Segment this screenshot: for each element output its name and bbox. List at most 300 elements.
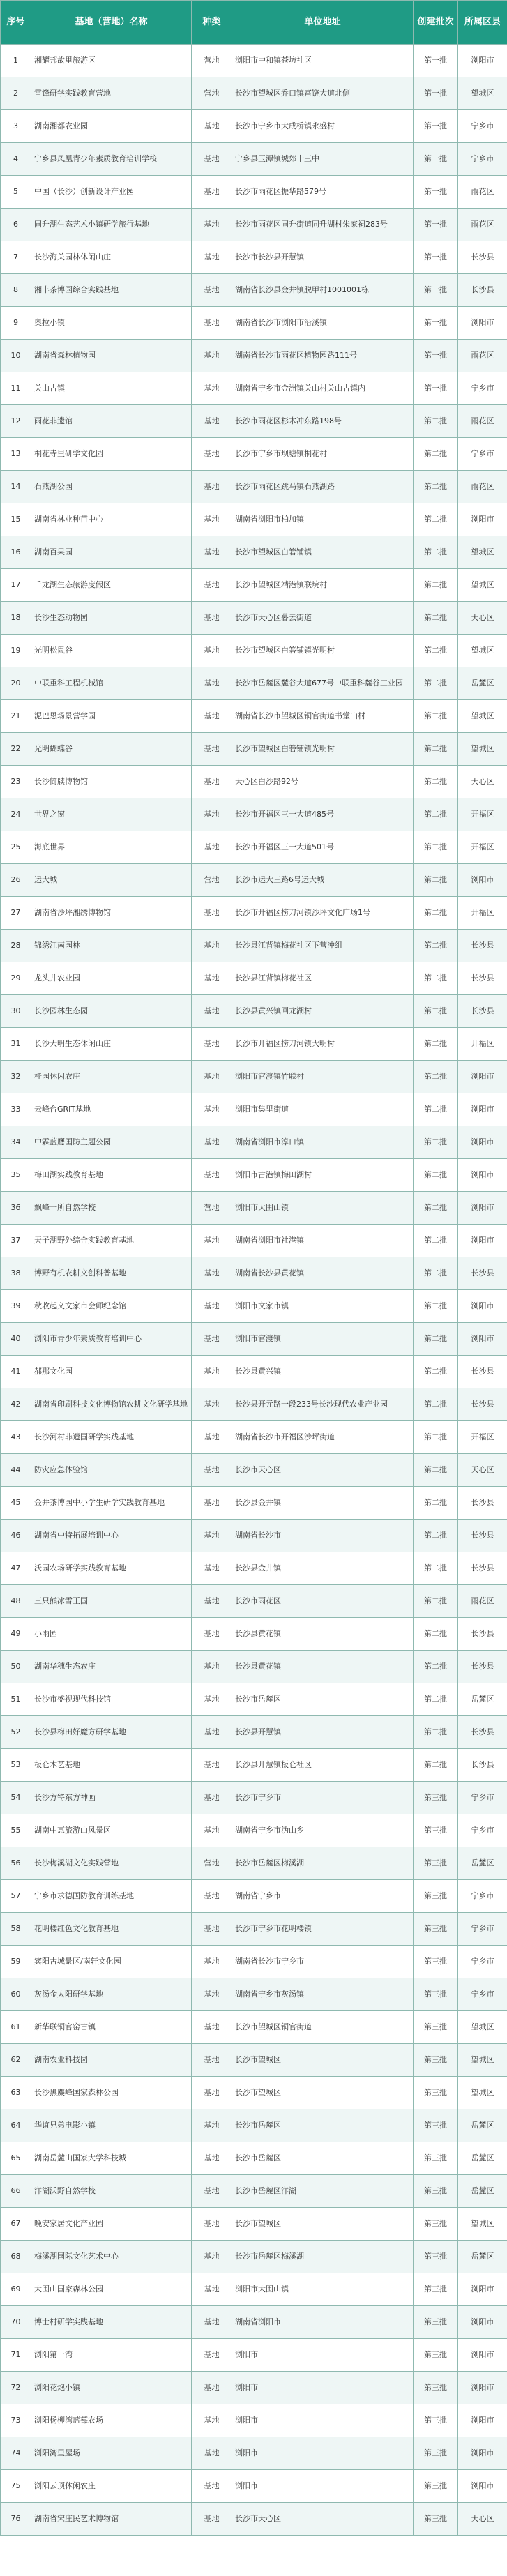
cell-address: 长沙市开福区三一大道501号 <box>232 831 414 864</box>
cell-index: 8 <box>1 274 31 307</box>
cell-name: 飘峰一所自然学校 <box>31 1192 192 1225</box>
cell-address: 浏阳市官渡镇竹联村 <box>232 1061 414 1093</box>
cell-district: 浏阳市 <box>458 1159 507 1192</box>
cell-district: 开福区 <box>458 798 507 831</box>
cell-name: 同升湖生态艺术小镇研学旅行基地 <box>31 209 192 241</box>
cell-type: 基地 <box>192 1388 232 1421</box>
cell-address: 湖南省长沙市 <box>232 1520 414 1552</box>
cell-name: 浏阳杨柳湾蓝莓农场 <box>31 2404 192 2437</box>
cell-district: 浏阳市 <box>458 2404 507 2437</box>
cell-type: 基地 <box>192 1814 232 1847</box>
cell-batch: 第二批 <box>414 1585 458 1618</box>
table-row <box>1 2273 507 2306</box>
cell-type: 基地 <box>192 2437 232 2470</box>
cell-type: 基地 <box>192 438 232 471</box>
table-row <box>1 1487 507 1520</box>
cell-batch: 第一批 <box>414 176 458 209</box>
cell-address: 长沙市岳麓区 <box>232 1683 414 1716</box>
cell-name: 秋收起义文家市会师纪念馆 <box>31 1290 192 1323</box>
cell-address: 浏阳市 <box>232 2339 414 2372</box>
cell-type: 基地 <box>192 2273 232 2306</box>
cell-type: 基地 <box>192 766 232 798</box>
cell-district: 长沙县 <box>458 1356 507 1388</box>
cell-batch: 第二批 <box>414 700 458 733</box>
cell-name: 湖南省中特拓展培训中心 <box>31 1520 192 1552</box>
cell-address: 长沙市望城区乔口镇富饶大道北侧 <box>232 77 414 110</box>
cell-batch: 第三批 <box>414 2503 458 2536</box>
cell-name: 新华联铜官窑古镇 <box>31 2011 192 2044</box>
table-row <box>1 274 507 307</box>
table-row <box>1 1290 507 1323</box>
cell-type: 基地 <box>192 1225 232 1257</box>
cell-batch: 第一批 <box>414 307 458 340</box>
cell-type: 基地 <box>192 372 232 405</box>
cell-address: 长沙县金井镇 <box>232 1552 414 1585</box>
cell-index: 16 <box>1 536 31 569</box>
cell-type: 基地 <box>192 209 232 241</box>
table-header <box>1 1 507 45</box>
cell-batch: 第二批 <box>414 766 458 798</box>
cell-type: 基地 <box>192 536 232 569</box>
cell-address: 浏阳市古港镇梅田湖村 <box>232 1159 414 1192</box>
cell-index: 21 <box>1 700 31 733</box>
table-row <box>1 1585 507 1618</box>
cell-index: 10 <box>1 340 31 372</box>
cell-type: 基地 <box>192 1552 232 1585</box>
cell-type: 基地 <box>192 995 232 1028</box>
cell-address: 长沙市岳麓区梅溪湖 <box>232 2241 414 2273</box>
table-row <box>1 1126 507 1159</box>
cell-index: 20 <box>1 667 31 700</box>
cell-district: 长沙县 <box>458 1257 507 1290</box>
table-row <box>1 2372 507 2404</box>
cell-type: 基地 <box>192 503 232 536</box>
cell-district: 望城区 <box>458 2077 507 2109</box>
cell-address: 长沙市望城区 <box>232 2208 414 2241</box>
cell-name: 金井茶博园中小学生研学实践教育基地 <box>31 1487 192 1520</box>
cell-type: 基地 <box>192 1323 232 1356</box>
cell-district: 开福区 <box>458 897 507 930</box>
cell-address: 长沙市岳麓区 <box>232 2109 414 2142</box>
table-row <box>1 110 507 143</box>
cell-index: 46 <box>1 1520 31 1552</box>
cell-name: 博士村研学实践基地 <box>31 2306 192 2339</box>
cell-address: 长沙市望城区 <box>232 2077 414 2109</box>
cell-batch: 第三批 <box>414 1946 458 1978</box>
cell-name: 运大城 <box>31 864 192 897</box>
cell-batch: 第三批 <box>414 2109 458 2142</box>
cell-district: 雨花区 <box>458 209 507 241</box>
cell-type: 基地 <box>192 798 232 831</box>
table-row <box>1 1552 507 1585</box>
cell-name: 浏阳云顶休闲农庄 <box>31 2470 192 2503</box>
cell-batch: 第二批 <box>414 536 458 569</box>
cell-index: 58 <box>1 1913 31 1946</box>
cell-type: 基地 <box>192 1126 232 1159</box>
cell-address: 长沙县开慧镇 <box>232 1716 414 1749</box>
cell-name: 长沙海关园林休闲山庄 <box>31 241 192 274</box>
cell-index: 76 <box>1 2503 31 2536</box>
cell-name: 长沙大明生态休闲山庄 <box>31 1028 192 1061</box>
cell-name: 长沙县梅田好魔方研学基地 <box>31 1716 192 1749</box>
cell-batch: 第二批 <box>414 733 458 766</box>
cell-name: 长沙园林生态园 <box>31 995 192 1028</box>
cell-type: 基地 <box>192 2372 232 2404</box>
cell-name: 雨花非遗馆 <box>31 405 192 438</box>
cell-address: 湖南省浏阳市柏加镇 <box>232 503 414 536</box>
cell-district: 浏阳市 <box>458 2470 507 2503</box>
cell-name: 湖南省森林植物园 <box>31 340 192 372</box>
cell-district: 长沙县 <box>458 1520 507 1552</box>
cell-name: 光明蝴蝶谷 <box>31 733 192 766</box>
cell-index: 68 <box>1 2241 31 2273</box>
cell-district: 宁乡市 <box>458 372 507 405</box>
cell-index: 6 <box>1 209 31 241</box>
cell-batch: 第二批 <box>414 438 458 471</box>
cell-index: 55 <box>1 1814 31 1847</box>
cell-district: 岳麓区 <box>458 2175 507 2208</box>
cell-index: 23 <box>1 766 31 798</box>
table-row <box>1 1028 507 1061</box>
cell-batch: 第一批 <box>414 77 458 110</box>
cell-address: 长沙市望城区白箬铺镇光明村 <box>232 635 414 667</box>
cell-district: 浏阳市 <box>458 1323 507 1356</box>
cell-index: 26 <box>1 864 31 897</box>
col-header-address: 单位地址 <box>232 1 414 45</box>
table-row <box>1 438 507 471</box>
cell-name: 宁乡市求德国防教育训练基地 <box>31 1880 192 1913</box>
cell-name: 长沙方特东方神画 <box>31 1782 192 1814</box>
cell-batch: 第二批 <box>414 635 458 667</box>
cell-district: 浏阳市 <box>458 1093 507 1126</box>
cell-address: 长沙县江背镇梅花社区下营冲组 <box>232 930 414 962</box>
cell-type: 基地 <box>192 1520 232 1552</box>
cell-address: 湖南省浏阳市 <box>232 2306 414 2339</box>
cell-batch: 第二批 <box>414 798 458 831</box>
cell-batch: 第二批 <box>414 503 458 536</box>
cell-district: 宁乡市 <box>458 1946 507 1978</box>
table-row <box>1 2208 507 2241</box>
cell-type: 基地 <box>192 1716 232 1749</box>
cell-batch: 第三批 <box>414 2437 458 2470</box>
cell-name: 湘丰茶博园综合实践基地 <box>31 274 192 307</box>
cell-type: 基地 <box>192 2077 232 2109</box>
cell-address: 长沙市雨花区杉木冲东路198号 <box>232 405 414 438</box>
cell-name: 洋湖沃野自然学校 <box>31 2175 192 2208</box>
col-header-type: 种类 <box>192 1 232 45</box>
cell-address: 湖南省长沙市宁乡市 <box>232 1946 414 1978</box>
cell-type: 基地 <box>192 1782 232 1814</box>
cell-district: 雨花区 <box>458 471 507 503</box>
cell-type: 基地 <box>192 1585 232 1618</box>
cell-batch: 第二批 <box>414 1257 458 1290</box>
cell-district: 宁乡市 <box>458 1880 507 1913</box>
table-body <box>1 45 507 2536</box>
cell-address: 湖南省浏阳市淳口镇 <box>232 1126 414 1159</box>
cell-batch: 第三批 <box>414 2470 458 2503</box>
cell-batch: 第二批 <box>414 864 458 897</box>
cell-name: 沃园农场研学实践教育基地 <box>31 1552 192 1585</box>
cell-name: 湖南省林业种苗中心 <box>31 503 192 536</box>
cell-district: 长沙县 <box>458 1651 507 1683</box>
table-row <box>1 1978 507 2011</box>
table-row <box>1 798 507 831</box>
cell-name: 湖南百果园 <box>31 536 192 569</box>
cell-district: 望城区 <box>458 733 507 766</box>
cell-batch: 第二批 <box>414 1487 458 1520</box>
cell-district: 长沙县 <box>458 995 507 1028</box>
table-row <box>1 45 507 77</box>
cell-name: 雷锋研学实践教育营地 <box>31 77 192 110</box>
cell-type: 基地 <box>192 2503 232 2536</box>
cell-type: 营地 <box>192 1192 232 1225</box>
table-row <box>1 831 507 864</box>
cell-batch: 第一批 <box>414 110 458 143</box>
cell-index: 32 <box>1 1061 31 1093</box>
cell-type: 基地 <box>192 667 232 700</box>
cell-index: 52 <box>1 1716 31 1749</box>
cell-type: 基地 <box>192 700 232 733</box>
cell-type: 基地 <box>192 340 232 372</box>
cell-name: 龙头井农业园 <box>31 962 192 995</box>
cell-address: 长沙市望城区白箬铺镇光明村 <box>232 733 414 766</box>
cell-name: 光明松鼠谷 <box>31 635 192 667</box>
cell-name: 灰汤金太阳研学基地 <box>31 1978 192 2011</box>
cell-batch: 第三批 <box>414 2339 458 2372</box>
cell-address: 长沙县黄兴镇 <box>232 1356 414 1388</box>
cell-district: 浏阳市 <box>458 1290 507 1323</box>
table-row <box>1 209 507 241</box>
cell-batch: 第二批 <box>414 930 458 962</box>
cell-address: 浏阳市大围山镇 <box>232 2273 414 2306</box>
cell-index: 67 <box>1 2208 31 2241</box>
cell-address: 浏阳市大围山镇 <box>232 1192 414 1225</box>
table-row <box>1 2109 507 2142</box>
cell-district: 长沙县 <box>458 1618 507 1651</box>
table-row <box>1 2404 507 2437</box>
cell-index: 12 <box>1 405 31 438</box>
cell-district: 宁乡市 <box>458 1978 507 2011</box>
cell-batch: 第一批 <box>414 143 458 176</box>
table-row <box>1 2241 507 2273</box>
cell-index: 71 <box>1 2339 31 2372</box>
cell-batch: 第三批 <box>414 1782 458 1814</box>
cell-type: 基地 <box>192 2404 232 2437</box>
table-row <box>1 1913 507 1946</box>
cell-batch: 第一批 <box>414 340 458 372</box>
cell-index: 13 <box>1 438 31 471</box>
cell-district: 宁乡市 <box>458 110 507 143</box>
cell-name: 湘耀邦故里旅游区 <box>31 45 192 77</box>
cell-type: 基地 <box>192 2109 232 2142</box>
cell-batch: 第三批 <box>414 2011 458 2044</box>
cell-name: 关山古镇 <box>31 372 192 405</box>
cell-batch: 第三批 <box>414 1913 458 1946</box>
table-row <box>1 1388 507 1421</box>
cell-batch: 第三批 <box>414 2273 458 2306</box>
cell-type: 基地 <box>192 1159 232 1192</box>
cell-address: 浏阳市 <box>232 2372 414 2404</box>
cell-district: 长沙县 <box>458 1716 507 1749</box>
table-row <box>1 766 507 798</box>
cell-index: 61 <box>1 2011 31 2044</box>
cell-batch: 第二批 <box>414 1159 458 1192</box>
header-row <box>1 1 507 45</box>
cell-index: 66 <box>1 2175 31 2208</box>
table-row <box>1 1880 507 1913</box>
table-row <box>1 2470 507 2503</box>
cell-type: 基地 <box>192 1290 232 1323</box>
cell-district: 雨花区 <box>458 176 507 209</box>
cell-address: 长沙市雨花区 <box>232 1585 414 1618</box>
cell-district: 宁乡市 <box>458 1782 507 1814</box>
cell-type: 基地 <box>192 569 232 602</box>
cell-district: 浏阳市 <box>458 307 507 340</box>
cell-district: 长沙县 <box>458 1487 507 1520</box>
cell-district: 岳麓区 <box>458 667 507 700</box>
cell-address: 长沙县黄花镇 <box>232 1651 414 1683</box>
cell-name: 浏阳市青少年素质教育培训中心 <box>31 1323 192 1356</box>
cell-type: 基地 <box>192 2175 232 2208</box>
cell-index: 35 <box>1 1159 31 1192</box>
cell-index: 17 <box>1 569 31 602</box>
table-row <box>1 1651 507 1683</box>
cell-batch: 第二批 <box>414 1388 458 1421</box>
cell-name: 浏阳湾里屋场 <box>31 2437 192 2470</box>
cell-name: 中霖蓝鹰国防主题公园 <box>31 1126 192 1159</box>
cell-index: 36 <box>1 1192 31 1225</box>
table-row <box>1 2306 507 2339</box>
cell-index: 37 <box>1 1225 31 1257</box>
table-row <box>1 1356 507 1388</box>
table-row <box>1 569 507 602</box>
cell-district: 长沙县 <box>458 930 507 962</box>
cell-index: 74 <box>1 2437 31 2470</box>
cell-index: 39 <box>1 1290 31 1323</box>
cell-address: 长沙市岳麓区 <box>232 2142 414 2175</box>
cell-type: 基地 <box>192 1618 232 1651</box>
table-row <box>1 1421 507 1454</box>
cell-district: 望城区 <box>458 2208 507 2241</box>
cell-name: 郝那文化园 <box>31 1356 192 1388</box>
cell-address: 长沙市开福区捞刀河镇大明村 <box>232 1028 414 1061</box>
cell-index: 54 <box>1 1782 31 1814</box>
cell-name: 千龙湖生态旅游度假区 <box>31 569 192 602</box>
table-row <box>1 536 507 569</box>
cell-index: 7 <box>1 241 31 274</box>
cell-district: 长沙县 <box>458 1388 507 1421</box>
table-row <box>1 2437 507 2470</box>
cell-district: 宁乡市 <box>458 1814 507 1847</box>
cell-type: 基地 <box>192 176 232 209</box>
cell-index: 15 <box>1 503 31 536</box>
cell-address: 长沙县江背镇梅花社区 <box>232 962 414 995</box>
cell-name: 宾阳古城景区/南轩文化园 <box>31 1946 192 1978</box>
cell-index: 29 <box>1 962 31 995</box>
cell-batch: 第二批 <box>414 1028 458 1061</box>
cell-district: 天心区 <box>458 602 507 635</box>
cell-address: 浏阳市 <box>232 2437 414 2470</box>
cell-batch: 第二批 <box>414 1421 458 1454</box>
cell-address: 长沙市望城区白箬铺镇 <box>232 536 414 569</box>
cell-batch: 第二批 <box>414 1618 458 1651</box>
cell-name: 长沙生态动物园 <box>31 602 192 635</box>
cell-type: 基地 <box>192 2241 232 2273</box>
cell-batch: 第二批 <box>414 1454 458 1487</box>
table-row <box>1 995 507 1028</box>
table-row <box>1 1520 507 1552</box>
cell-index: 47 <box>1 1552 31 1585</box>
cell-type: 基地 <box>192 1421 232 1454</box>
cell-name: 梅田湖实践教育基地 <box>31 1159 192 1192</box>
cell-index: 75 <box>1 2470 31 2503</box>
table-row <box>1 2077 507 2109</box>
cell-batch: 第一批 <box>414 45 458 77</box>
table-row <box>1 1093 507 1126</box>
cell-district: 宁乡市 <box>458 1913 507 1946</box>
cell-index: 48 <box>1 1585 31 1618</box>
cell-batch: 第二批 <box>414 1683 458 1716</box>
col-header-district: 所属区县 <box>458 1 507 45</box>
cell-district: 天心区 <box>458 766 507 798</box>
cell-name: 三只熊冰雪王国 <box>31 1585 192 1618</box>
cell-index: 64 <box>1 2109 31 2142</box>
table-row <box>1 733 507 766</box>
cell-index: 33 <box>1 1093 31 1126</box>
cell-address: 湖南省长沙县金井镇脱甲村1001001栋 <box>232 274 414 307</box>
cell-name: 泥巴思场景营学园 <box>31 700 192 733</box>
cell-address: 长沙市望城区 <box>232 2044 414 2077</box>
cell-district: 浏阳市 <box>458 864 507 897</box>
table-row <box>1 1225 507 1257</box>
cell-address: 湖南省长沙市雨花区植物园路111号 <box>232 340 414 372</box>
cell-index: 59 <box>1 1946 31 1978</box>
cell-district: 浏阳市 <box>458 1192 507 1225</box>
cell-name: 梅溪湖国际文化艺术中心 <box>31 2241 192 2273</box>
cell-name: 天子湖野外综合实践教育基地 <box>31 1225 192 1257</box>
table-row <box>1 1716 507 1749</box>
cell-name: 长沙黑麋峰国家森林公园 <box>31 2077 192 2109</box>
cell-batch: 第三批 <box>414 1978 458 2011</box>
cell-index: 11 <box>1 372 31 405</box>
cell-type: 基地 <box>192 2306 232 2339</box>
cell-index: 63 <box>1 2077 31 2109</box>
cell-name: 长沙简牍博物馆 <box>31 766 192 798</box>
cell-type: 基地 <box>192 602 232 635</box>
cell-index: 19 <box>1 635 31 667</box>
cell-name: 宁乡县凤凰青少年素质教育培训学校 <box>31 143 192 176</box>
cell-name: 小雨园 <box>31 1618 192 1651</box>
table-row <box>1 1814 507 1847</box>
cell-district: 望城区 <box>458 700 507 733</box>
cell-type: 基地 <box>192 1454 232 1487</box>
cell-address: 长沙县开慧镇板仓社区 <box>232 1749 414 1782</box>
cell-type: 营地 <box>192 45 232 77</box>
cell-index: 70 <box>1 2306 31 2339</box>
cell-name: 石燕湖公园 <box>31 471 192 503</box>
cell-district: 望城区 <box>458 2044 507 2077</box>
cell-index: 27 <box>1 897 31 930</box>
cell-name: 板仓木艺基地 <box>31 1749 192 1782</box>
cell-district: 岳麓区 <box>458 1683 507 1716</box>
cell-type: 营地 <box>192 77 232 110</box>
cell-batch: 第二批 <box>414 1126 458 1159</box>
cell-type: 基地 <box>192 1880 232 1913</box>
cell-batch: 第二批 <box>414 471 458 503</box>
cell-name: 长沙河村非遗国研学实践基地 <box>31 1421 192 1454</box>
cell-name: 锦绣江南园林 <box>31 930 192 962</box>
cell-address: 天心区白沙路92号 <box>232 766 414 798</box>
